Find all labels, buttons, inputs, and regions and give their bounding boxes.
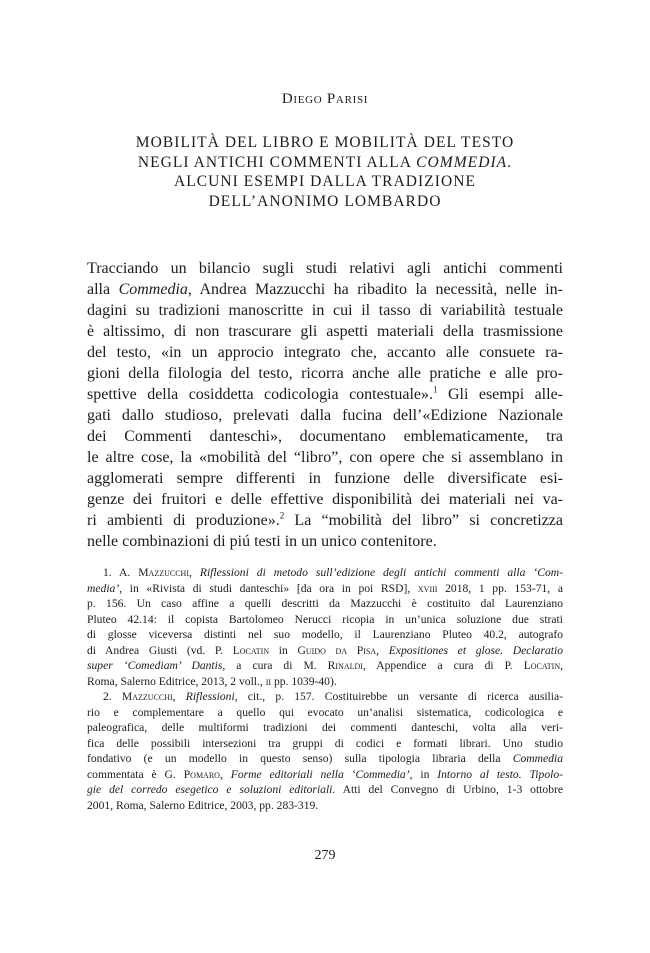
- footnote-line: di glosse viceversa distinti nel suo modello, il Laurenziano Pluteo 40.2, autografo: [87, 628, 563, 641]
- body-line: alla Commedia, Andrea Mazzucchi ha ribadito la necessità, nelle in-: [87, 281, 563, 298]
- body-line: spettive della cosiddetta codicologia contestuale».$^1$ Gli esempi alle-: [87, 384, 564, 403]
- title-line: NEGLI ANTICHI COMMENTI ALLA COMMEDIA.: [137, 153, 513, 171]
- body-line: dei Commenti danteschi», documentano emblematicamente, tra: [87, 428, 563, 445]
- footnote-line: Roma, Salerno Editrice, 2013, 2 voll., ii pp. 1039-40).: [87, 674, 337, 688]
- article-title: [80, 133, 570, 211]
- body-line: gioni della filologia del testo, ricorra anche alle pratiche e alle pro-: [87, 365, 563, 382]
- body-paragraph: [87, 258, 563, 552]
- body-line: Tracciando un bilancio sugli studi relativi agli antichi commenti: [87, 260, 563, 277]
- footnote-line: rio e complementare a quello qui evocato un’analisi sistematica, codicologica e: [87, 705, 563, 719]
- footnote-line: commentata è G. Pomaro, Forme editoriali nella ‘Commedia’, in Intorno al testo. Tipolo-: [87, 767, 563, 781]
- footnotes: [87, 565, 563, 813]
- footnote-line: paleografica, delle multiformi tradizioni dei commenti danteschi, volta alla veri-: [87, 721, 563, 734]
- footnote-line: 1. A. Mazzucchi, Riflessioni di metodo sull’edizione degli antichi commenti alla ‘Com-: [103, 566, 564, 579]
- body-line: ri ambienti di produzione».$^2$ La “mobilità del libro” si concretizza: [87, 510, 564, 529]
- footnote-line: Pluteo 42.14: il copista Bartolomeo Nerucci ricopia in un’unica soluzione due strati: [87, 612, 563, 626]
- body-line: gati dallo studioso, prelevati dalla fucina dell’«Edizione Nazionale: [87, 407, 563, 424]
- footnote-line: di Andrea Giusti (vd. P. Locatin in Guido da Pisa, Expositiones et glose. Declaratio: [87, 643, 564, 657]
- footnote-line: gie del corredo esegetico e soluzioni editoriali. Atti del Convegno di Urbino, 1-3 ottobre: [87, 783, 563, 796]
- body-line: è altissimo, di non trascurare gli aspetti materiali della trasmissione: [87, 323, 563, 340]
- footnote-line: media’, in «Rivista di studi danteschi» [da ora in poi RSD], xviii 2018, 1 pp. 153-71, a: [87, 581, 563, 595]
- body-line: nelle combinazioni di piú testi in un unico contenitore.: [87, 533, 437, 550]
- body-line: genze dei fruitori e delle effettive disponibilità dei materiali nei va-: [87, 491, 563, 508]
- body-line: le altre cose, la «mobilità del “libro”, con opere che si assemblano in: [87, 449, 563, 466]
- footnote-ref: 1: [433, 384, 438, 395]
- title-line: MOBILITÀ DEL LIBRO E MOBILITÀ DEL TESTO: [135, 134, 515, 151]
- title-line: DELL’ANONIMO LOMBARDO: [208, 192, 442, 210]
- footnote-line: 2001, Roma, Salerno Editrice, 2003, pp. 283-319.: [87, 798, 319, 812]
- page-number: 279: [314, 848, 336, 863]
- title-line: ALCUNI ESEMPI DALLA TRADIZIONE: [173, 173, 476, 190]
- footnote-line: fondativo (e un modello in questo senso) sulla tipologia libraria della Commedia: [87, 752, 563, 765]
- body-line: del testo, «in un approcio integrato che, accanto alle consuete ra-: [87, 344, 563, 361]
- footnote-line: 2. Mazzucchi, Riflessioni, cit., p. 157. Costituirebbe un versante di ricerca ausilia-: [103, 690, 564, 703]
- footnote-line: p. 156. Un caso affine a quelli descritti da Mazzucchi è costituito dal Laurenziano: [87, 597, 563, 610]
- footnote-line: fica delle possibili intersezioni tra gruppi di codici e formati librari. Uno studio: [87, 736, 563, 750]
- author-name: Diego Parisi: [281, 91, 369, 107]
- body-line: dagini su tradizioni manoscritte in cui il tasso di variabilità testuale: [87, 302, 563, 319]
- footnote-ref: 2: [279, 510, 285, 521]
- footnote-line: super ‘Comediam’ Dantis, a cura di M. Rinaldi, Appendice a cura di P. Locatin,: [87, 659, 564, 672]
- body-line: agglomerati sempre differenti in funzione delle diversificate esi-: [87, 470, 563, 487]
